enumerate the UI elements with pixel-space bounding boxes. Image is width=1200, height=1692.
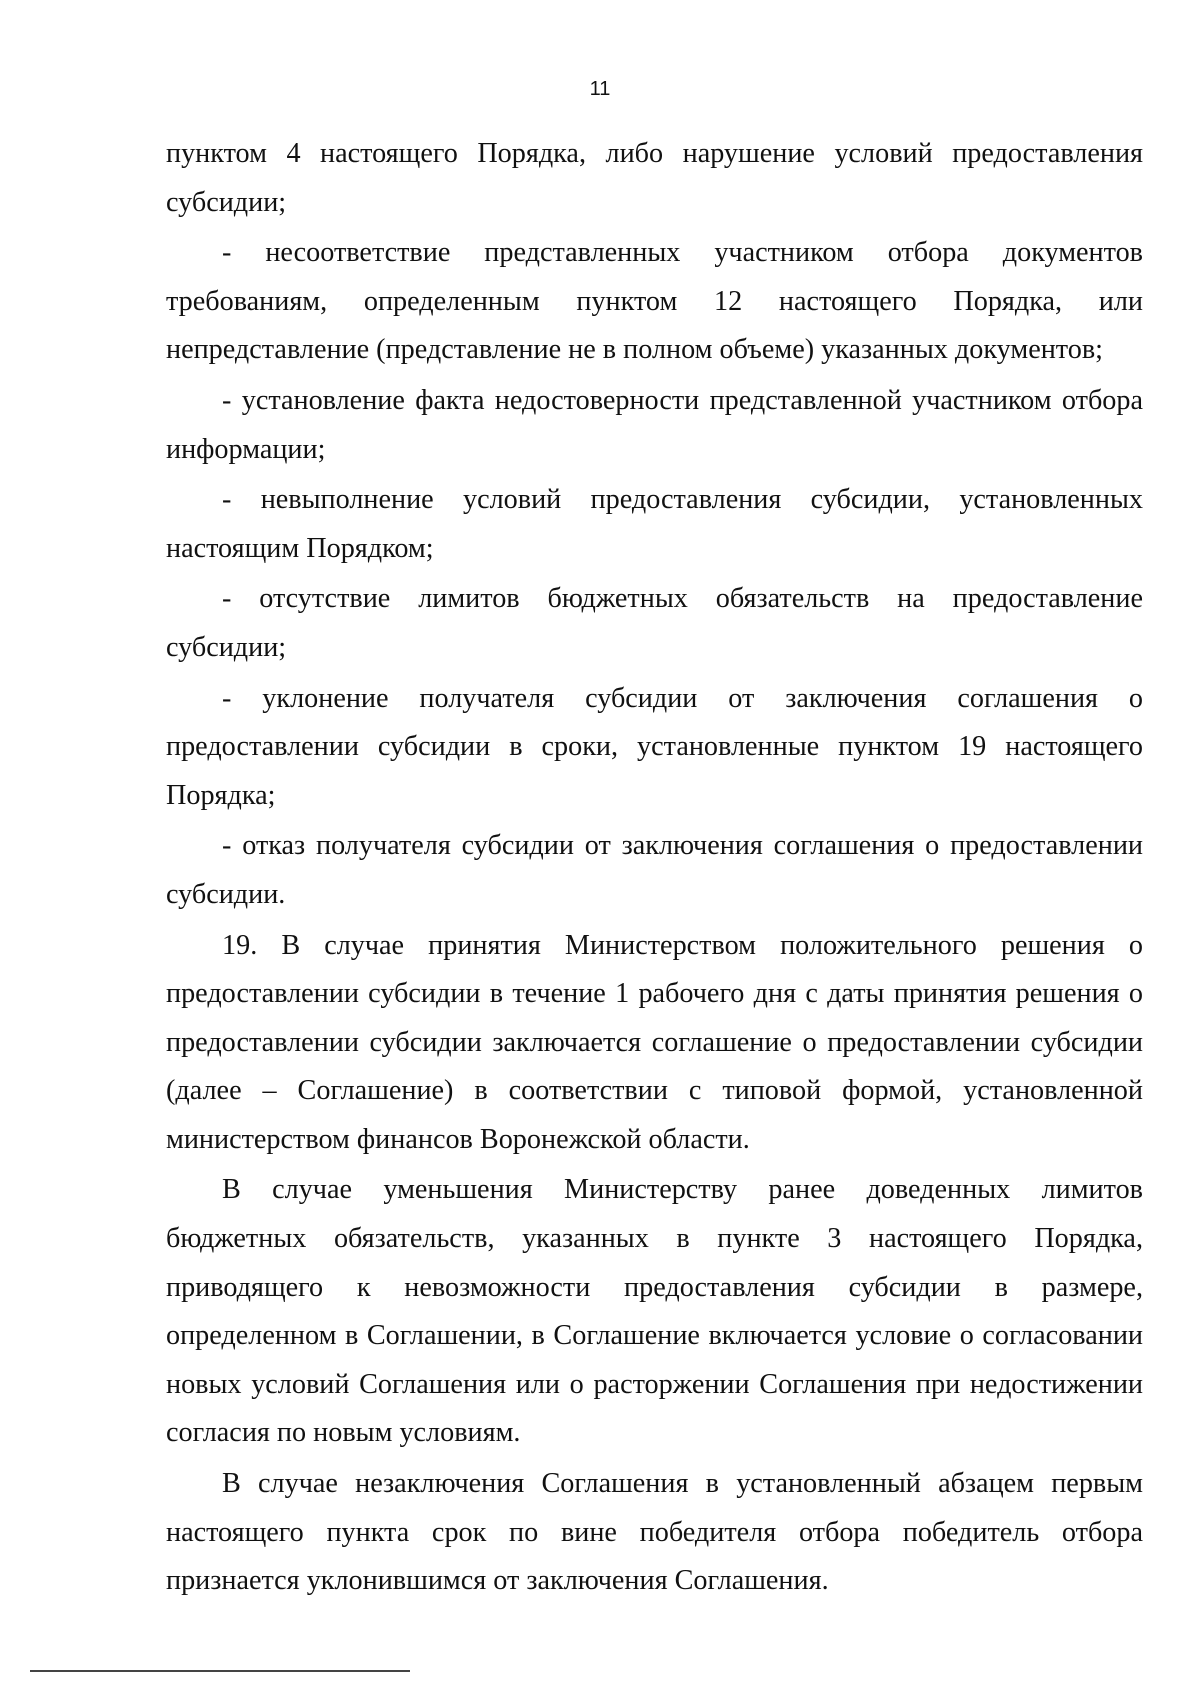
footer-divider: [30, 1670, 410, 1672]
page-number: 11: [589, 78, 611, 100]
list-item-evasion: - уклонение получателя субсидии от заключения соглашения о предоставлении субсидии в сроки, установленные пунктом 19 настоящего Порядка;: [166, 682, 1143, 811]
paragraph-limits-reduction: В случае уменьшения Министерству ранее доведенных лимитов бюджетных обязательств, указанных в пункте 3 настоящего Порядка, приводящего к невозможности предоставления субсидии в размере, определенном в Соглашении, в Соглашение включается условие о согласовании новых условий Соглашения или о расторжении Соглашения при недостижении согласия по новым условиям.: [166, 1174, 1143, 1449]
paragraph-section-19: 19. В случае принятия Министерством положительного решения о предоставлении субсидии в течение 1 рабочего дня с даты принятия решения о предоставлении субсидии заключается соглашение о предоставлении субсидии (далее – Соглашение) в соответствии с типовой формой, установленной министерством финансов Воронежской области.: [166, 929, 1143, 1155]
list-item-conditions-not-met: - невыполнение условий предоставления субсидии, установленных настоящим Порядком;: [166, 484, 1143, 564]
document-body: [166, 130, 1143, 1608]
list-item-refusal: - отказ получателя субсидии от заключения соглашения о предоставлении субсидии.: [166, 830, 1143, 910]
paragraph-non-conclusion: В случае незаключения Соглашения в установленный абзацем первым настоящего пункта срок по вине победителя отбора победитель отбора признается уклонившимся от заключения Соглашения.: [166, 1468, 1143, 1597]
list-item-document-mismatch: - несоответствие представленных участником отбора документов требованиям, определенным пунктом 12 настоящего Порядка, или непредставление (представление не в полном объеме) указанных документов;: [166, 237, 1143, 366]
list-item-no-budget-limits: - отсутствие лимитов бюджетных обязательств на предоставление субсидии;: [166, 583, 1143, 663]
paragraph-continuation: пунктом 4 настоящего Порядка, либо нарушение условий предоставления субсидии;: [166, 138, 1143, 218]
list-item-false-information: - установление факта недостоверности представленной участником отбора информации;: [166, 384, 1143, 465]
